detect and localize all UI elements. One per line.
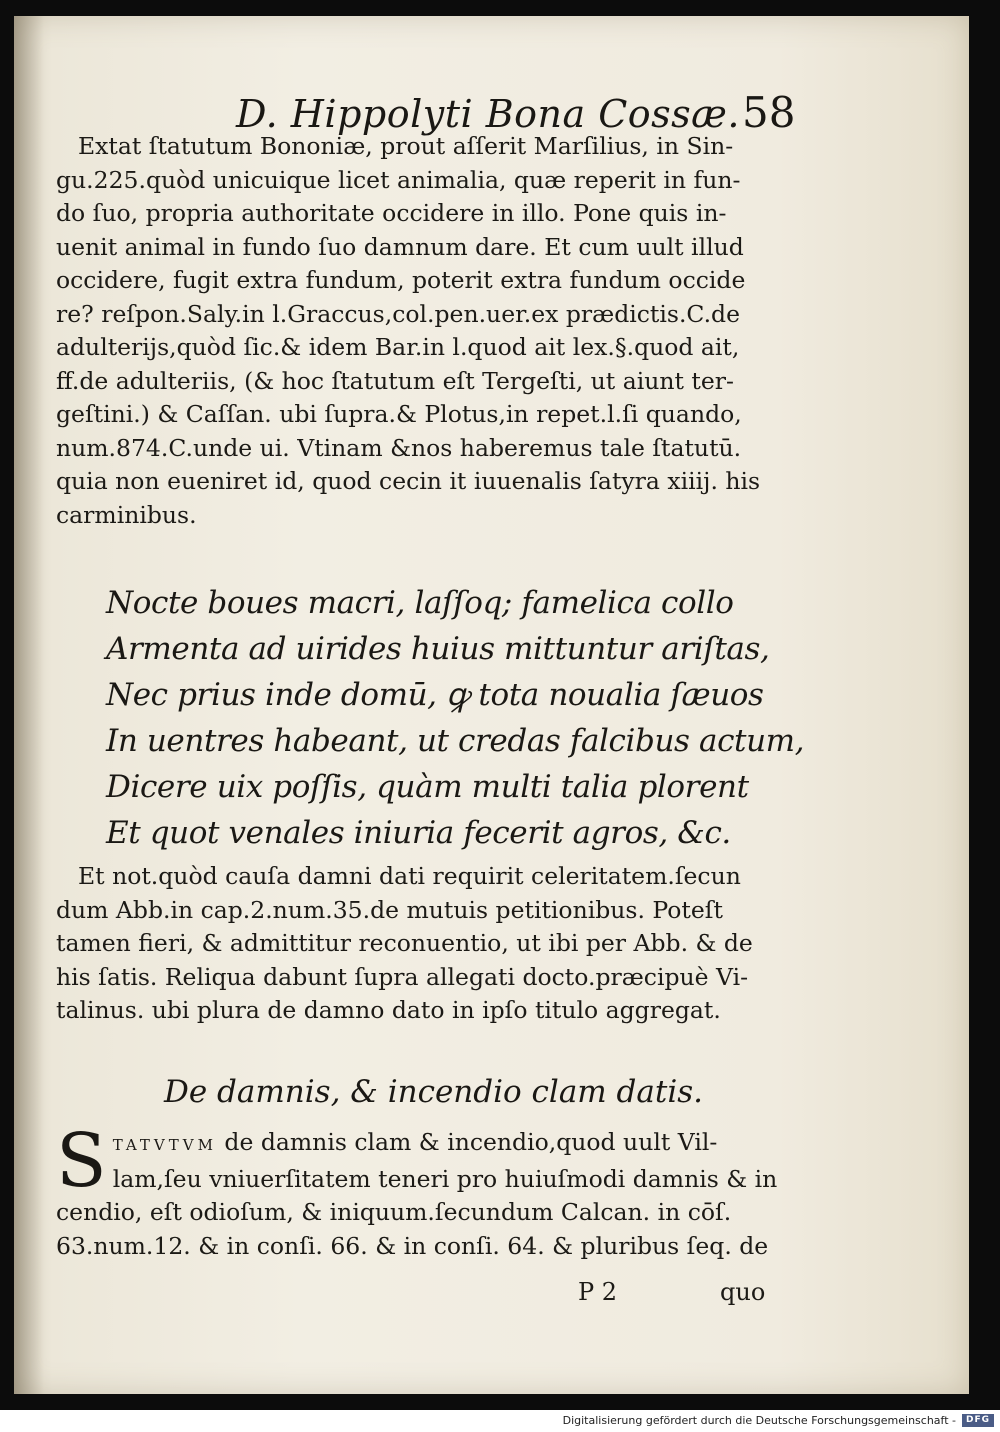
verse-line: Nec prius inde domū, ꝙ tota noualia ſæuos bbox=[106, 677, 764, 713]
text-line: Et not.quòd cauſa damni dati requirit celeritatem.ſecun bbox=[78, 862, 741, 890]
page-number: 58 bbox=[742, 88, 796, 137]
small-caps-word: TATVTVM bbox=[112, 1136, 217, 1154]
text-line: Extat ſtatutum Bononiæ, prout aſſerit Marſilius, in Sin- bbox=[78, 132, 734, 160]
funding-credit: Digitalisierung gefördert durch die Deutsche Forschungsgemeinschaft - bbox=[562, 1414, 956, 1427]
text-line: num.874.C.unde ui. Vtinam &nos haberemus tale ſtatutū. bbox=[56, 433, 742, 462]
text-line: 63.num.12. & in conſi. 66. & in conſi. 64. & pluribus ſeq. de bbox=[56, 1231, 769, 1260]
drop-cap: S bbox=[56, 1118, 107, 1204]
text-line: gu.225.quòd unicuique licet animalia, quæ reperit in fun- bbox=[56, 165, 741, 194]
text-line: geſtini.) & Caſſan. ubi ſupra.& Plotus,in repet.l.ſi quando, bbox=[56, 400, 742, 428]
running-head: D. Hippolyti Bona Cossæ. bbox=[236, 92, 740, 136]
text-line-first bbox=[56, 1126, 836, 1163]
paragraph-damage-causes bbox=[56, 860, 836, 1028]
text-line: tamen fieri, & admittitur reconuentio, ut ibi per Abb. & de bbox=[56, 929, 753, 957]
paragraph-statute-damages bbox=[56, 1118, 836, 1263]
drop-cap-paragraph bbox=[56, 1118, 836, 1204]
text-line: adulterijs,quòd ſic.& idem Bar.in l.quod ait lex.§.quod ait, bbox=[56, 333, 740, 361]
dfg-logo: DFG bbox=[962, 1414, 994, 1427]
book-page bbox=[14, 16, 969, 1394]
page-foot bbox=[56, 1278, 836, 1312]
first-line-rest: de damnis clam & incendio,quod uult Vil- bbox=[224, 1128, 718, 1156]
section-heading: De damnis, & incendio clam datis. bbox=[164, 1074, 704, 1110]
gutter-shadow bbox=[14, 16, 44, 1394]
signature-mark: P 2 bbox=[578, 1278, 618, 1306]
paragraph-statute-bologna bbox=[56, 130, 836, 532]
text-line: dum Abb.in cap.2.num.35.de mutuis petitionibus. Poteſt bbox=[56, 895, 723, 924]
verse-quotation bbox=[106, 580, 826, 856]
verse-line: Nocte boues macri, laſſoq; famelica collo bbox=[106, 585, 734, 621]
text-line: ff.de adulteriis, (& hoc ſtatutum eſt Tergeſti, ut aiunt ter- bbox=[56, 366, 734, 395]
catchword: quo bbox=[720, 1278, 766, 1306]
verse-line: In uentres habeant, ut credas falcibus actum, bbox=[106, 723, 805, 759]
text-line: cendio, eſt odioſum, & iniquum.ſecundum Calcan. in cōſ. bbox=[56, 1198, 732, 1226]
verse-line: Et quot venales iniuria fecerit agros, &c. bbox=[106, 815, 731, 851]
text-line: carminibus. bbox=[56, 500, 197, 529]
text-line: quia non eueniret id, quod cecin it iuuenalis ſatyra xiiij. his bbox=[56, 467, 761, 495]
digitization-footer bbox=[0, 1410, 1000, 1432]
text-line: occidere, fugit extra fundum, poterit extra fundum occide bbox=[56, 266, 746, 294]
text-line: re? reſpon.Saly.in l.Graccus,col.pen.uer.ex prædictis.C.de bbox=[56, 299, 740, 328]
text-line: his ſatis. Reliqua dabunt ſupra allegati docto.præcipuè Vi- bbox=[56, 962, 749, 991]
verse-line: Dicere uix poſſis, quàm multi talia plorent bbox=[106, 769, 749, 805]
text-line: talinus. ubi plura de damno dato in ipſo titulo aggregat. bbox=[56, 996, 721, 1024]
text-line: do ſuo, propria authoritate occidere in illo. Pone quis in- bbox=[56, 199, 727, 227]
text-line: uenit animal in fundo ſuo damnum dare. Et cum uult illud bbox=[56, 232, 744, 261]
text-line: lam,ſeu vniuerſitatem teneri pro huiuſmodi damnis & in bbox=[112, 1164, 778, 1193]
verse-line: Armenta ad uirides huius mittuntur ariſtas, bbox=[106, 631, 770, 667]
